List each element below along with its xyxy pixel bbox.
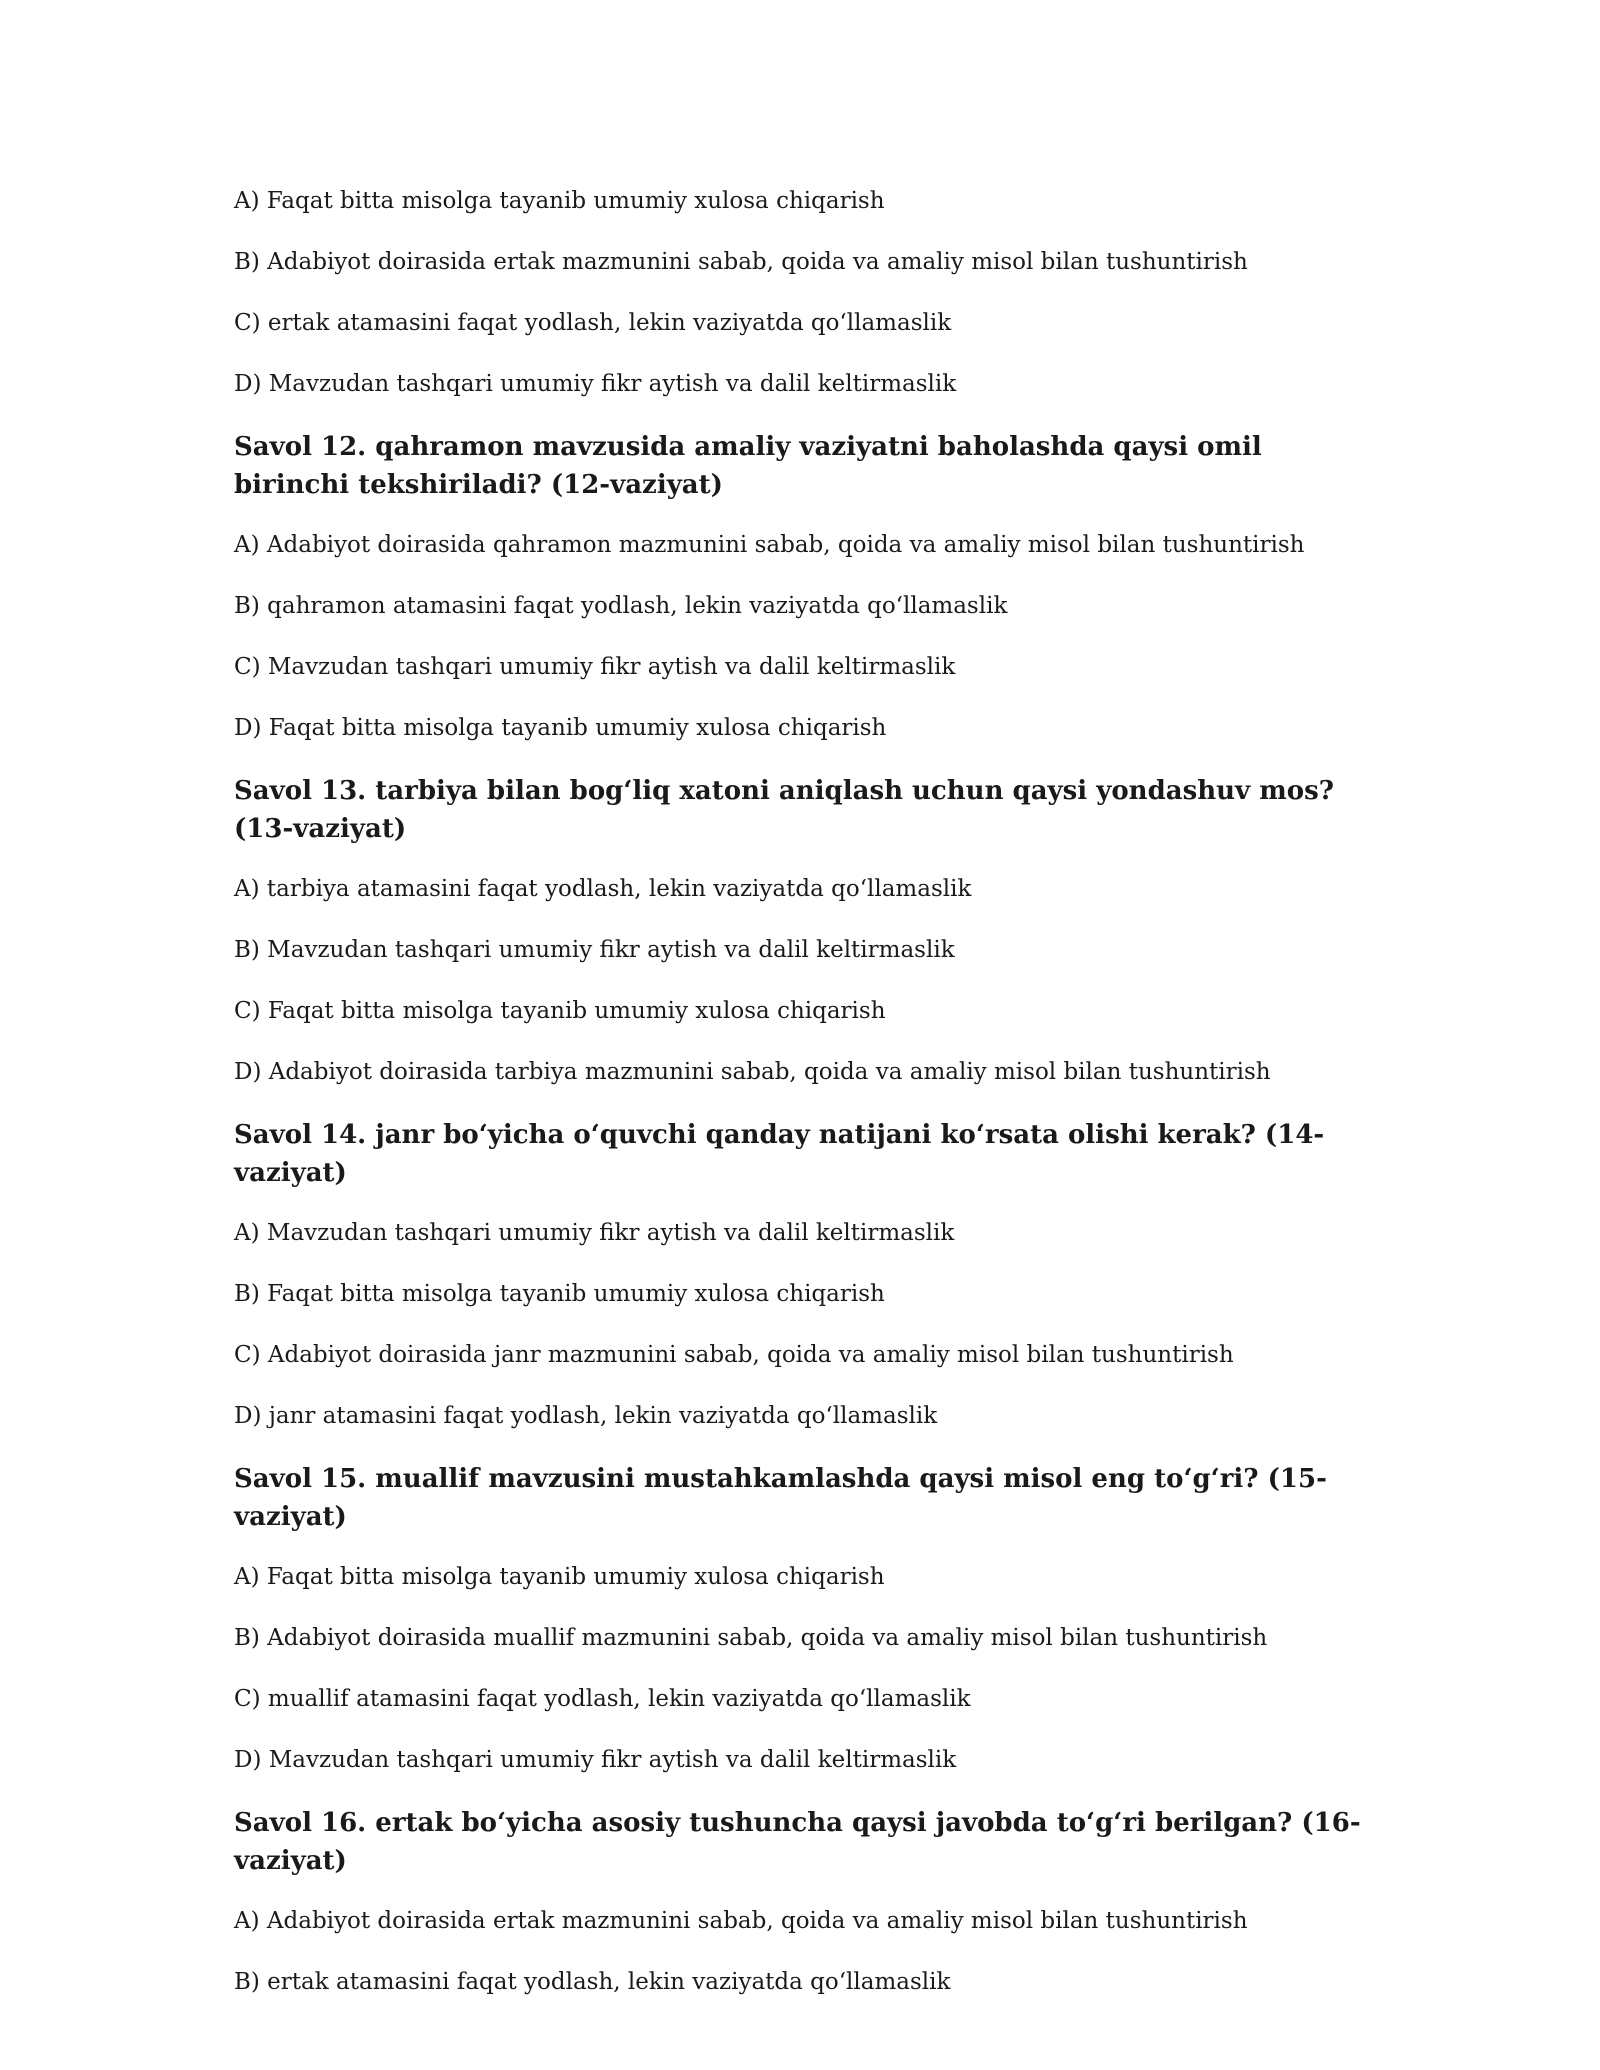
answer-option: B) Faqat bitta misolga tayanib umumiy xulosa chiqarish bbox=[234, 1281, 885, 1307]
answer-option: C) Faqat bitta misolga tayanib umumiy xulosa chiqarish bbox=[234, 998, 886, 1024]
answer-option: C) ertak atamasini faqat yodlash, lekin vaziyatda qo‘llamaslik bbox=[234, 310, 952, 336]
answer-option: C) Adabiyot doirasida janr mazmunini sabab, qoida va amaliy misol bilan tushuntirish bbox=[234, 1342, 1234, 1368]
answer-option: B) Mavzudan tashqari umumiy fikr aytish va dalil keltirmaslik bbox=[234, 937, 955, 963]
answer-option: A) tarbiya atamasini faqat yodlash, lekin vaziyatda qo‘llamaslik bbox=[234, 876, 972, 902]
question-title: Savol 15. muallif mavzusini mustahkamlashda qaysi misol eng to‘g‘ri? (15-vaziyat) bbox=[234, 1464, 1327, 1532]
answer-option: B) qahramon atamasini faqat yodlash, lekin vaziyatda qo‘llamaslik bbox=[234, 593, 1008, 619]
answer-option: D) Faqat bitta misolga tayanib umumiy xulosa chiqarish bbox=[234, 715, 887, 741]
answer-option: B) ertak atamasini faqat yodlash, lekin vaziyatda qo‘llamaslik bbox=[234, 1969, 951, 1995]
answer-option: C) Mavzudan tashqari umumiy fikr aytish va dalil keltirmaslik bbox=[234, 654, 956, 680]
answer-option: B) Adabiyot doirasida muallif mazmunini sabab, qoida va amaliy misol bilan tushuntirish bbox=[234, 1625, 1268, 1651]
answer-option: A) Adabiyot doirasida qahramon mazmunini sabab, qoida va amaliy misol bilan tushuntirish bbox=[234, 532, 1305, 558]
answer-option: A) Faqat bitta misolga tayanib umumiy xulosa chiqarish bbox=[234, 1564, 885, 1590]
question-title: Savol 13. tarbiya bilan bog‘liq xatoni aniqlash uchun qaysi yondashuv mos? (13-vaziyat) bbox=[234, 776, 1334, 844]
answer-option: A) Mavzudan tashqari umumiy fikr aytish va dalil keltirmaslik bbox=[234, 1220, 955, 1246]
question-title: Savol 12. qahramon mavzusida amaliy vaziyatni baholashda qaysi omil birinchi tekshiriladi? (12-vaziyat) bbox=[234, 432, 1262, 500]
answer-option: A) Adabiyot doirasida ertak mazmunini sabab, qoida va amaliy misol bilan tushuntirish bbox=[234, 1908, 1248, 1934]
answer-option: D) Mavzudan tashqari umumiy fikr aytish va dalil keltirmaslik bbox=[234, 371, 957, 397]
answer-option: D) janr atamasini faqat yodlash, lekin vaziyatda qo‘llamaslik bbox=[234, 1403, 938, 1429]
answer-option: D) Adabiyot doirasida tarbiya mazmunini sabab, qoida va amaliy misol bilan tushuntirish bbox=[234, 1059, 1271, 1085]
answer-option: A) Faqat bitta misolga tayanib umumiy xulosa chiqarish bbox=[234, 188, 885, 214]
question-title: Savol 16. ertak bo‘yicha asosiy tushuncha qaysi javobda to‘g‘ri berilgan? (16-vaziyat) bbox=[234, 1808, 1361, 1876]
document-content bbox=[234, 184, 1384, 2026]
question-title: Savol 14. janr bo‘yicha o‘quvchi qanday natijani ko‘rsata olishi kerak? (14-vaziyat) bbox=[234, 1120, 1325, 1188]
answer-option: B) Adabiyot doirasida ertak mazmunini sabab, qoida va amaliy misol bilan tushuntirish bbox=[234, 249, 1248, 275]
answer-option: C) muallif atamasini faqat yodlash, lekin vaziyatda qo‘llamaslik bbox=[234, 1686, 971, 1712]
answer-option: D) Mavzudan tashqari umumiy fikr aytish va dalil keltirmaslik bbox=[234, 1747, 957, 1773]
